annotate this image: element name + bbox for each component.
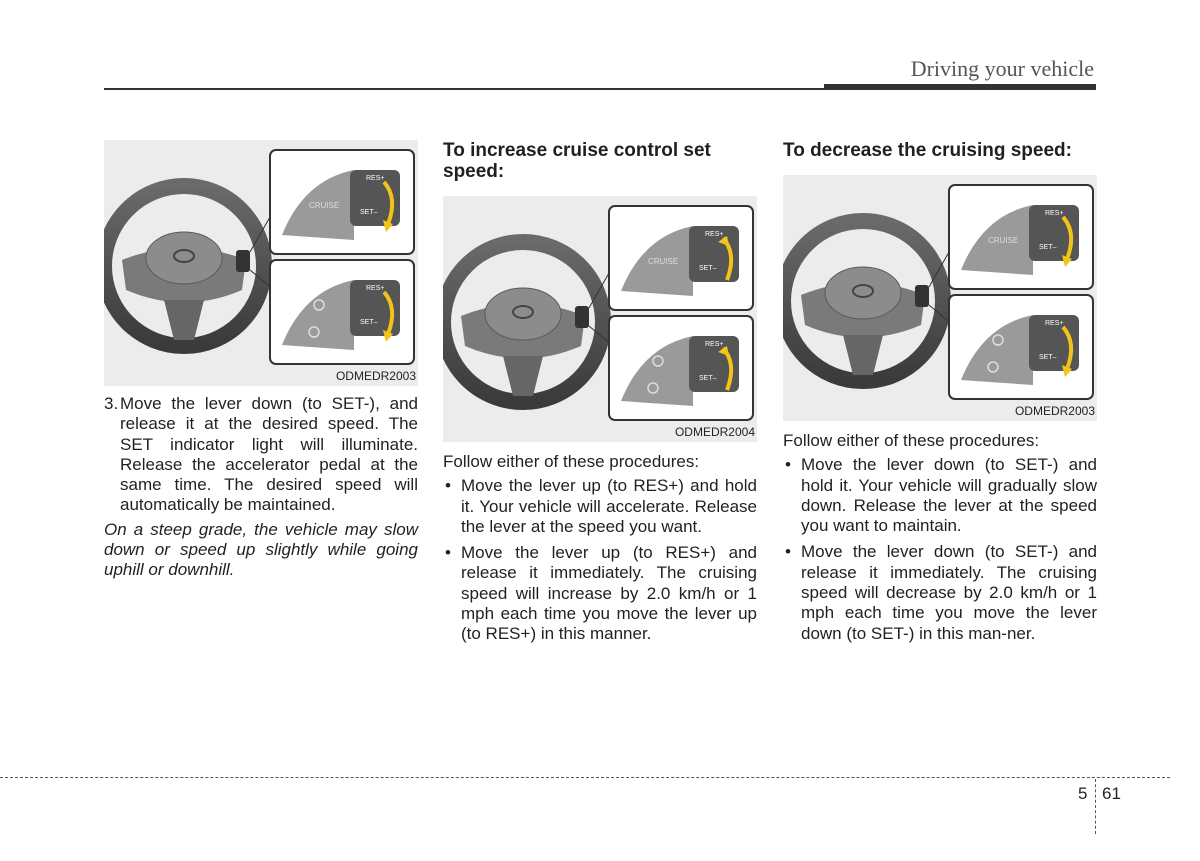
bullet-dot: • xyxy=(785,542,791,562)
step-text: Move the lever down (to SET-), and release it at the desired speed. The SET indicator light will illuminate. Release the accelerator pedal at the same time. The desired speed will automatically be maintained. xyxy=(120,394,418,515)
cruise-button-label: CRUISE xyxy=(648,257,679,266)
lever-label-res-lower: RES+ xyxy=(1045,320,1064,327)
footer-rule xyxy=(0,777,1170,778)
column-left xyxy=(104,140,418,581)
section-title-increase: To increase cruise control set speed: xyxy=(443,140,711,182)
lever-label-res-lower: RES+ xyxy=(366,285,385,292)
lever-label-set-lower: SET– xyxy=(360,319,378,326)
page-number: 61 xyxy=(1102,784,1121,803)
chapter-number: 5 xyxy=(1078,784,1088,803)
page-number-divider xyxy=(1095,779,1096,834)
figure-code: ODMEDR2003 xyxy=(335,369,416,383)
list-item-text: Move the lever up (to RES+) and release it immediately. The cruising speed will increase by 2.0 km/h or 1 mph each time you move the lever up (to RES+) in this manner. xyxy=(461,543,757,644)
procedure-list xyxy=(783,455,1097,644)
lever-label-set: SET– xyxy=(360,209,378,216)
column-right xyxy=(783,140,1097,650)
lever-label-set: SET– xyxy=(699,265,717,272)
list-item-text: Move the lever up (to RES+) and hold it. Your vehicle will accelerate. Release the lever at the speed you want. xyxy=(461,476,757,536)
list-item xyxy=(783,455,1097,536)
note-text: On a steep grade, the vehicle may slow down or speed up slightly while going uphill or downhill. xyxy=(104,519,418,580)
lever-label-set-lower: SET– xyxy=(1039,354,1057,361)
step-number: 3. xyxy=(104,394,119,413)
cruise-button-label: CRUISE xyxy=(309,201,340,210)
figure-middle xyxy=(443,196,757,442)
list-item xyxy=(783,542,1097,643)
bullet-dot: • xyxy=(445,543,451,563)
steering-wheel-illustration xyxy=(104,140,418,386)
bullet-dot: • xyxy=(785,455,791,475)
step-3 xyxy=(104,394,418,516)
lever-label-res: RES+ xyxy=(1045,210,1064,217)
column-middle xyxy=(443,140,757,651)
list-item-text: Move the lever down (to SET-) and release it immediately. The cruising speed will decrease by 2.0 km/h or 1 mph each time you move the lever down (to SET-) in this man-ner. xyxy=(801,542,1097,643)
section-title-decrease: To decrease the cruising speed: xyxy=(783,140,1072,161)
lever-label-set: SET– xyxy=(1039,244,1057,251)
list-item-text: Move the lever down (to SET-) and hold it. Your vehicle will gradually slow down. Release the lever at the speed you want to maintain. xyxy=(801,455,1097,536)
figure-code: ODMEDR2004 xyxy=(674,425,755,439)
procedure-intro: Follow either of these procedures: xyxy=(443,452,700,471)
figure-left xyxy=(104,140,418,386)
steering-wheel-illustration xyxy=(443,196,757,442)
figure-right xyxy=(783,175,1097,421)
list-item xyxy=(443,476,757,537)
procedure-intro: Follow either of these procedures: xyxy=(783,431,1040,450)
procedure-list xyxy=(443,476,757,644)
lever-label-res: RES+ xyxy=(366,175,385,182)
steering-wheel-illustration xyxy=(783,175,1097,421)
header-title: Driving your vehicle xyxy=(910,56,1094,81)
list-item xyxy=(443,543,757,644)
bullet-dot: • xyxy=(445,476,451,496)
header-rule-accent xyxy=(824,84,1096,90)
lever-label-res: RES+ xyxy=(705,231,724,238)
figure-code: ODMEDR2003 xyxy=(1014,404,1095,418)
lever-label-res-lower: RES+ xyxy=(705,341,724,348)
cruise-button-label: CRUISE xyxy=(988,236,1019,245)
lever-label-set-lower: SET– xyxy=(699,375,717,382)
